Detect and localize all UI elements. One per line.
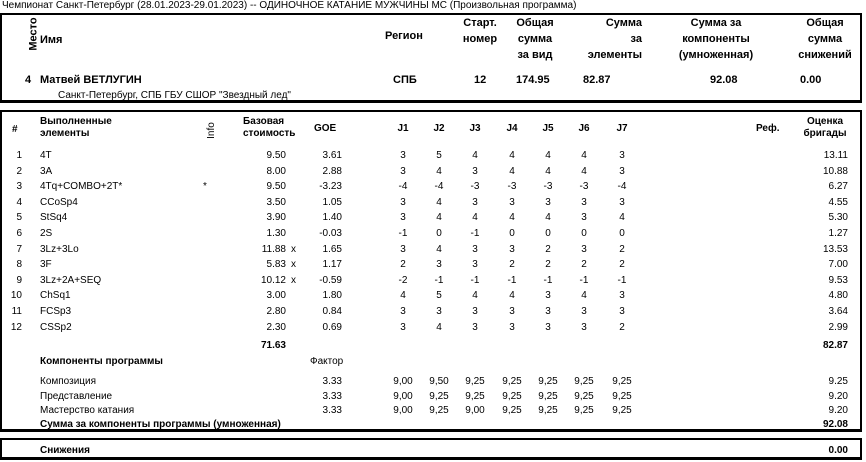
component-judge-1: 9,00 bbox=[393, 405, 413, 416]
element-judge-6: -1 bbox=[579, 275, 589, 286]
element-judge-4: 0 bbox=[509, 228, 515, 239]
components-title: Компоненты программы bbox=[40, 356, 163, 367]
element-judge-2: 4 bbox=[436, 166, 442, 177]
element-base-value: 3.00 bbox=[266, 290, 286, 301]
element-goe: 2.88 bbox=[322, 166, 342, 177]
element-judge-1: 4 bbox=[400, 290, 406, 301]
component-name: Мастерство катания bbox=[40, 405, 135, 416]
element-judge-5: 4 bbox=[545, 166, 551, 177]
element-name: ChSq1 bbox=[40, 290, 71, 301]
component-factor: 3.33 bbox=[322, 390, 342, 402]
judge-header-2: J2 bbox=[433, 123, 445, 134]
element-judge-4: 3 bbox=[509, 244, 515, 255]
ded-header-2: сумма bbox=[807, 33, 843, 45]
element-score: 13.53 bbox=[822, 244, 848, 255]
judge-header-7: J7 bbox=[616, 123, 628, 134]
score-header-1: Оценка bbox=[806, 116, 844, 127]
element-base-value: 9.50 bbox=[266, 150, 286, 161]
element-judge-4: 4 bbox=[509, 212, 515, 223]
total-header-2: сумма bbox=[517, 33, 553, 45]
element-judge-3: 3 bbox=[472, 244, 478, 255]
element-judge-5: -1 bbox=[543, 275, 553, 286]
element-name: 3Lz+2A+SEQ bbox=[40, 275, 102, 286]
component-judge-4: 9,25 bbox=[502, 376, 522, 387]
component-judge-3: 9,00 bbox=[465, 405, 485, 416]
skater-elements: 82.87 bbox=[583, 74, 611, 86]
element-num: 1 bbox=[16, 150, 22, 161]
element-judge-5: 3 bbox=[545, 306, 551, 317]
comp-header-3: (умноженная) bbox=[678, 49, 754, 61]
element-goe: 0.69 bbox=[322, 322, 342, 333]
skater-deductions: 0.00 bbox=[800, 74, 822, 86]
element-judge-2: -4 bbox=[434, 181, 444, 192]
element-base-value: 11.88 bbox=[261, 244, 286, 255]
component-judge-1: 9,00 bbox=[393, 376, 413, 387]
element-judge-3: 4 bbox=[472, 290, 478, 301]
element-judge-5: 2 bbox=[545, 244, 551, 255]
element-judge-1: 3 bbox=[400, 212, 406, 223]
element-judge-7: -1 bbox=[617, 275, 627, 286]
element-judge-2: 3 bbox=[436, 259, 442, 270]
element-judge-6: 3 bbox=[581, 244, 587, 255]
element-bonus-mark: x bbox=[291, 259, 296, 270]
total-header-1: Общая bbox=[516, 17, 554, 29]
element-judge-2: 5 bbox=[436, 290, 442, 301]
element-judge-5: 0 bbox=[545, 228, 551, 239]
element-goe: -0.03 bbox=[319, 228, 342, 239]
element-bonus-mark: x bbox=[291, 244, 296, 255]
element-judge-1: 3 bbox=[400, 306, 406, 317]
component-judge-2: 9,50 bbox=[429, 376, 449, 387]
deductions-box bbox=[0, 438, 862, 460]
element-score: 5.30 bbox=[828, 212, 848, 223]
element-score: 10.88 bbox=[822, 166, 848, 177]
score-header-2: бригады bbox=[803, 128, 847, 139]
element-judge-1: 3 bbox=[400, 197, 406, 208]
element-base-value: 3.50 bbox=[266, 197, 286, 208]
element-base-value: 3.90 bbox=[266, 212, 286, 223]
element-judge-4: 4 bbox=[509, 290, 515, 301]
component-score: 9.25 bbox=[828, 376, 848, 387]
element-judge-2: 4 bbox=[436, 322, 442, 333]
element-score: 2.99 bbox=[828, 322, 848, 333]
element-judge-7: 4 bbox=[619, 212, 625, 223]
element-score: 9.53 bbox=[828, 275, 848, 286]
element-name: StSq4 bbox=[40, 212, 68, 223]
deductions-label: Снижения bbox=[40, 445, 90, 456]
element-judge-5: 4 bbox=[545, 150, 551, 161]
element-judge-2: 0 bbox=[436, 228, 442, 239]
element-judge-2: 3 bbox=[436, 306, 442, 317]
element-base-value: 5.83 bbox=[266, 259, 286, 270]
element-judge-7: 2 bbox=[619, 259, 625, 270]
element-judge-6: -3 bbox=[579, 181, 589, 192]
element-judge-2: -1 bbox=[434, 275, 444, 286]
element-judge-7: -4 bbox=[617, 181, 627, 192]
element-name: 3A bbox=[40, 166, 53, 177]
element-judge-7: 2 bbox=[619, 244, 625, 255]
element-judge-3: 3 bbox=[472, 322, 478, 333]
element-judge-7: 0 bbox=[619, 228, 625, 239]
component-name: Композиция bbox=[40, 376, 97, 387]
element-judge-6: 2 bbox=[581, 259, 587, 270]
element-judge-4: 4 bbox=[509, 150, 515, 161]
component-score: 9.20 bbox=[828, 390, 848, 402]
component-judge-2: 9,25 bbox=[429, 390, 449, 402]
element-judge-2: 4 bbox=[436, 244, 442, 255]
element-score: 7.00 bbox=[828, 259, 848, 270]
component-judge-3: 9,25 bbox=[465, 376, 485, 387]
element-name: 4Tq+COMBO+2T* bbox=[40, 181, 123, 192]
judge-header-3: J3 bbox=[469, 123, 481, 134]
element-bonus-mark: x bbox=[291, 275, 296, 286]
skater-region: СПБ bbox=[393, 74, 417, 86]
element-judge-7: 3 bbox=[619, 197, 625, 208]
element-judge-6: 4 bbox=[581, 166, 587, 177]
element-judge-6: 3 bbox=[581, 306, 587, 317]
skater-name: Матвей ВЕТЛУГИН bbox=[40, 74, 142, 86]
component-judge-7: 9,25 bbox=[612, 405, 632, 416]
element-judge-6: 4 bbox=[581, 150, 587, 161]
elements-bv-total: 71.63 bbox=[260, 340, 286, 351]
place-header: Место bbox=[27, 17, 40, 51]
start-header-1: Старт. bbox=[463, 17, 497, 29]
element-num: 10 bbox=[10, 290, 22, 301]
element-name: 4T bbox=[40, 150, 52, 161]
element-judge-5: 2 bbox=[545, 259, 551, 270]
component-judge-7: 9,25 bbox=[612, 376, 632, 387]
element-judge-3: 3 bbox=[472, 259, 478, 270]
element-judge-3: 3 bbox=[472, 166, 478, 177]
element-goe: 1.80 bbox=[322, 290, 342, 301]
component-score: 9.20 bbox=[828, 405, 848, 416]
component-judge-6: 9,25 bbox=[574, 390, 594, 402]
ded-header-1: Общая bbox=[806, 17, 844, 29]
skater-place: 4 bbox=[25, 74, 32, 86]
report-header: Чемпионат Санкт-Петербург (28.01.2023-29.01.2023) -- ОДИНОЧНОЕ КАТАНИЕ МУЖЧИНЫ МС (Произвольная программа) bbox=[2, 0, 577, 11]
element-score: 13.11 bbox=[823, 150, 848, 161]
element-base-value: 2.30 bbox=[266, 322, 286, 333]
exec-header-2: элементы bbox=[40, 128, 90, 139]
element-judge-7: 3 bbox=[619, 306, 625, 317]
element-num: 9 bbox=[16, 275, 22, 286]
component-name: Представление bbox=[40, 390, 113, 402]
element-judge-2: 5 bbox=[436, 150, 442, 161]
element-judge-3: 4 bbox=[472, 212, 478, 223]
element-judge-4: 3 bbox=[509, 197, 515, 208]
element-judge-7: 2 bbox=[619, 322, 625, 333]
element-judge-4: 3 bbox=[509, 306, 515, 317]
element-goe: 1.65 bbox=[322, 244, 342, 255]
component-judge-5: 9,25 bbox=[538, 390, 558, 402]
element-judge-1: 3 bbox=[400, 244, 406, 255]
elem-header-2: за bbox=[630, 33, 642, 45]
element-judge-6: 3 bbox=[581, 322, 587, 333]
element-judge-3: 3 bbox=[472, 306, 478, 317]
element-judge-5: 3 bbox=[545, 290, 551, 301]
element-judge-3: -1 bbox=[470, 275, 480, 286]
element-score: 3.64 bbox=[828, 306, 848, 317]
element-judge-6: 4 bbox=[581, 290, 587, 301]
base-header-2: стоимость bbox=[243, 128, 296, 139]
element-judge-7: 3 bbox=[619, 290, 625, 301]
element-judge-5: 3 bbox=[545, 322, 551, 333]
element-judge-4: 3 bbox=[509, 322, 515, 333]
element-num: 7 bbox=[16, 244, 22, 255]
judge-header-4: J4 bbox=[506, 123, 518, 134]
skater-total: 174.95 bbox=[516, 74, 550, 86]
base-header-1: Базовая bbox=[243, 116, 285, 127]
element-base-value: 1.30 bbox=[266, 228, 286, 239]
judge-header-1: J1 bbox=[397, 123, 409, 134]
start-header-2: номер bbox=[462, 33, 498, 45]
element-judge-1: -4 bbox=[398, 181, 408, 192]
deductions-score: 0.00 bbox=[828, 445, 848, 456]
element-judge-2: 4 bbox=[436, 197, 442, 208]
element-name: 3Lz+3Lo bbox=[40, 244, 79, 255]
skater-start: 12 bbox=[474, 74, 487, 86]
element-judge-5: -3 bbox=[543, 181, 553, 192]
exec-header-1: Выполненные bbox=[40, 116, 112, 127]
element-score: 1.27 bbox=[828, 228, 848, 239]
element-score: 6.27 bbox=[828, 181, 848, 192]
skater-club: Санкт-Петербург, СПБ ГБУ СШОР "Звездный лед" bbox=[58, 90, 291, 101]
element-judge-1: 3 bbox=[400, 166, 406, 177]
num-header: # bbox=[12, 124, 18, 135]
component-judge-5: 9,25 bbox=[538, 376, 558, 387]
component-judge-7: 9,25 bbox=[612, 390, 632, 402]
element-judge-2: 4 bbox=[436, 212, 442, 223]
element-score: 4.80 bbox=[828, 290, 848, 301]
element-num: 3 bbox=[16, 181, 22, 192]
element-judge-5: 3 bbox=[545, 197, 551, 208]
element-judge-3: -1 bbox=[470, 228, 480, 239]
component-factor: 3.33 bbox=[322, 405, 342, 416]
element-num: 2 bbox=[16, 166, 22, 177]
element-base-value: 10.12 bbox=[260, 275, 286, 286]
element-judge-3: -3 bbox=[470, 181, 480, 192]
element-goe: 3.61 bbox=[322, 150, 342, 161]
element-goe: 0.84 bbox=[322, 306, 342, 317]
element-judge-6: 3 bbox=[581, 197, 587, 208]
components-total-score: 92.08 bbox=[822, 419, 848, 430]
component-judge-2: 9,25 bbox=[429, 405, 449, 416]
element-judge-1: -1 bbox=[398, 228, 408, 239]
goe-header: GOE bbox=[314, 123, 337, 134]
element-judge-4: 4 bbox=[509, 166, 515, 177]
component-judge-3: 9,25 bbox=[465, 390, 485, 402]
element-judge-1: 3 bbox=[400, 322, 406, 333]
element-goe: -3.23 bbox=[319, 181, 342, 192]
element-goe: 1.05 bbox=[322, 197, 342, 208]
factor-header: Фактор bbox=[310, 356, 344, 367]
name-header: Имя bbox=[40, 34, 63, 46]
component-judge-6: 9,25 bbox=[574, 376, 594, 387]
components-total-label: Сумма за компоненты программы (умноженная) bbox=[40, 419, 281, 430]
element-goe: -0.59 bbox=[319, 275, 342, 286]
region-header: Регион bbox=[385, 30, 423, 42]
element-score: 4.55 bbox=[828, 197, 848, 208]
element-goe: 1.40 bbox=[322, 212, 342, 223]
elem-header-3: элементы bbox=[587, 49, 642, 61]
element-num: 4 bbox=[16, 197, 22, 208]
element-num: 5 bbox=[16, 212, 22, 223]
judge-header-6: J6 bbox=[578, 123, 590, 134]
comp-header-2: компоненты bbox=[682, 33, 750, 45]
element-judge-3: 3 bbox=[472, 197, 478, 208]
element-name: 2S bbox=[40, 228, 53, 239]
element-base-value: 2.80 bbox=[266, 306, 286, 317]
component-judge-4: 9,25 bbox=[502, 405, 522, 416]
info-header: Info bbox=[205, 122, 217, 139]
component-factor: 3.33 bbox=[322, 376, 342, 387]
ref-header: Реф. bbox=[756, 123, 780, 134]
element-name: CSSp2 bbox=[40, 322, 72, 333]
element-judge-6: 3 bbox=[581, 212, 587, 223]
element-num: 8 bbox=[16, 259, 22, 270]
element-name: CCoSp4 bbox=[40, 197, 78, 208]
element-judge-1: 3 bbox=[400, 150, 406, 161]
component-judge-5: 9,25 bbox=[538, 405, 558, 416]
element-judge-7: 3 bbox=[619, 166, 625, 177]
elements-score-total: 82.87 bbox=[822, 340, 848, 351]
element-judge-6: 0 bbox=[581, 228, 587, 239]
component-judge-6: 9,25 bbox=[574, 405, 594, 416]
element-judge-1: -2 bbox=[398, 275, 408, 286]
element-goe: 1.17 bbox=[322, 259, 342, 270]
element-num: 12 bbox=[10, 322, 22, 333]
element-judge-4: 2 bbox=[509, 259, 515, 270]
element-base-value: 9.50 bbox=[266, 181, 286, 192]
element-judge-1: 2 bbox=[400, 259, 406, 270]
element-num: 11 bbox=[11, 306, 22, 317]
element-num: 6 bbox=[16, 228, 22, 239]
component-judge-1: 9,00 bbox=[393, 390, 413, 402]
element-judge-3: 4 bbox=[472, 150, 478, 161]
element-judge-4: -1 bbox=[507, 275, 517, 286]
skater-components: 92.08 bbox=[710, 74, 738, 86]
elem-header-1: Сумма bbox=[605, 17, 642, 29]
comp-header-1: Сумма за bbox=[690, 17, 742, 29]
component-judge-4: 9,25 bbox=[502, 390, 522, 402]
element-judge-7: 3 bbox=[619, 150, 625, 161]
total-header-3: за вид bbox=[517, 49, 553, 61]
element-judge-5: 4 bbox=[545, 212, 551, 223]
judge-header-5: J5 bbox=[542, 123, 554, 134]
element-name: 3F bbox=[40, 259, 52, 270]
element-base-value: 8.00 bbox=[266, 166, 286, 177]
ded-header-3: снижений bbox=[798, 49, 852, 61]
element-judge-4: -3 bbox=[507, 181, 517, 192]
element-info: * bbox=[203, 181, 207, 192]
element-name: FCSp3 bbox=[40, 306, 72, 317]
